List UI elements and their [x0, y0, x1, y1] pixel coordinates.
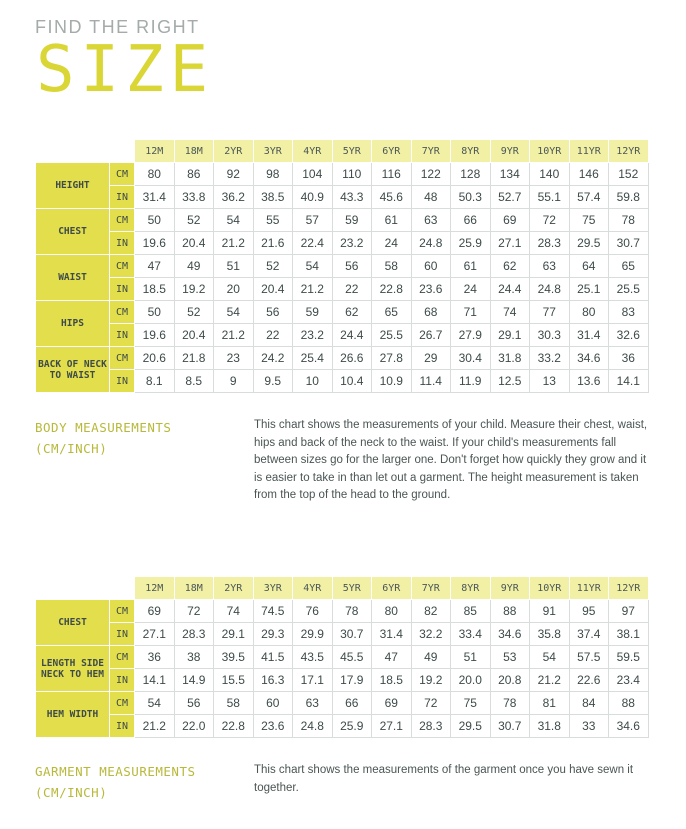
size-header: 10YR [530, 140, 570, 163]
table-row [36, 347, 649, 370]
size-header: 9YR [490, 577, 530, 600]
value-cell: 116 [372, 163, 412, 186]
measurement-label: HEIGHT [36, 163, 110, 209]
value-cell: 30.3 [530, 324, 570, 347]
unit-label-cm: CM [110, 209, 135, 232]
value-cell: 18.5 [372, 669, 412, 692]
value-cell: 28.3 [174, 623, 214, 646]
value-cell: 27.1 [135, 623, 175, 646]
size-header: 7YR [411, 140, 451, 163]
value-cell: 22.6 [569, 669, 609, 692]
value-cell: 21.2 [530, 669, 570, 692]
value-cell: 43.5 [293, 646, 333, 669]
value-cell: 41.5 [253, 646, 293, 669]
measurement-label: BACK OF NECK TO WAIST [36, 347, 110, 393]
value-cell: 63 [411, 209, 451, 232]
unit-label-cm: CM [110, 163, 135, 186]
unit-label-in: IN [110, 324, 135, 347]
value-cell: 49 [411, 646, 451, 669]
value-cell: 63 [530, 255, 570, 278]
value-cell: 11.4 [411, 370, 451, 393]
value-cell: 22 [253, 324, 293, 347]
value-cell: 23.6 [411, 278, 451, 301]
value-cell: 72 [411, 692, 451, 715]
unit-label-in: IN [110, 232, 135, 255]
unit-label-in: IN [110, 186, 135, 209]
value-cell: 54 [214, 209, 254, 232]
value-cell: 19.2 [411, 669, 451, 692]
value-cell: 24 [451, 278, 491, 301]
unit-label-cm: CM [110, 255, 135, 278]
value-cell: 78 [332, 600, 372, 623]
value-cell: 32.6 [609, 324, 649, 347]
value-cell: 21.2 [293, 278, 333, 301]
value-cell: 65 [372, 301, 412, 324]
value-cell: 57 [293, 209, 333, 232]
value-cell: 88 [490, 600, 530, 623]
value-cell: 29.5 [569, 232, 609, 255]
unit-label-cm: CM [110, 600, 135, 623]
value-cell: 20.0 [451, 669, 491, 692]
value-cell: 76 [293, 600, 333, 623]
value-cell: 25.4 [293, 347, 333, 370]
value-cell: 25.9 [332, 715, 372, 738]
table-row [36, 692, 649, 715]
value-cell: 91 [530, 600, 570, 623]
value-cell: 24.8 [530, 278, 570, 301]
value-cell: 74 [214, 600, 254, 623]
table-row [36, 186, 649, 209]
value-cell: 50.3 [451, 186, 491, 209]
value-cell: 28.3 [411, 715, 451, 738]
value-cell: 18.5 [135, 278, 175, 301]
unit-label-in: IN [110, 623, 135, 646]
value-cell: 22.4 [293, 232, 333, 255]
unit-label-in: IN [110, 669, 135, 692]
table-row [36, 715, 649, 738]
value-cell: 31.4 [372, 623, 412, 646]
value-cell: 48 [411, 186, 451, 209]
value-cell: 31.4 [569, 324, 609, 347]
value-cell: 21.2 [135, 715, 175, 738]
garment-title-line2: (CM/INCH) [35, 785, 108, 800]
unit-label-in: IN [110, 370, 135, 393]
size-header: 9YR [490, 140, 530, 163]
value-cell: 29.9 [293, 623, 333, 646]
value-cell: 31.8 [490, 347, 530, 370]
value-cell: 23 [214, 347, 254, 370]
value-cell: 68 [411, 301, 451, 324]
value-cell: 52.7 [490, 186, 530, 209]
value-cell: 55.1 [530, 186, 570, 209]
value-cell: 20 [214, 278, 254, 301]
value-cell: 78 [609, 209, 649, 232]
value-cell: 36 [135, 646, 175, 669]
value-cell: 10.4 [332, 370, 372, 393]
value-cell: 24 [372, 232, 412, 255]
value-cell: 47 [372, 646, 412, 669]
value-cell: 9 [214, 370, 254, 393]
value-cell: 66 [451, 209, 491, 232]
body-measurements-title [35, 417, 235, 459]
value-cell: 19.6 [135, 324, 175, 347]
value-cell: 21.2 [214, 232, 254, 255]
size-header: 12YR [609, 140, 649, 163]
value-cell: 20.6 [135, 347, 175, 370]
table-row [36, 301, 649, 324]
value-cell: 50 [135, 209, 175, 232]
value-cell: 22 [332, 278, 372, 301]
size-header: 11YR [569, 577, 609, 600]
value-cell: 16.3 [253, 669, 293, 692]
value-cell: 9.5 [253, 370, 293, 393]
size-header: 4YR [293, 577, 333, 600]
value-cell: 14.1 [135, 669, 175, 692]
table-row [36, 669, 649, 692]
value-cell: 26.7 [411, 324, 451, 347]
unit-label-cm: CM [110, 301, 135, 324]
measurement-label: CHEST [36, 209, 110, 255]
value-cell: 8.5 [174, 370, 214, 393]
value-cell: 37.4 [569, 623, 609, 646]
value-cell: 30.7 [609, 232, 649, 255]
size-header-row [36, 140, 649, 163]
measurement-label: LENGTH SIDE NECK TO HEM [36, 646, 110, 692]
value-cell: 34.6 [569, 347, 609, 370]
value-cell: 30.4 [451, 347, 491, 370]
value-cell: 29.1 [490, 324, 530, 347]
unit-label-cm: CM [110, 347, 135, 370]
table-row [36, 600, 649, 623]
value-cell: 23.2 [332, 232, 372, 255]
value-cell: 25.5 [372, 324, 412, 347]
value-cell: 74 [490, 301, 530, 324]
measurement-label: CHEST [36, 600, 110, 646]
garment-measurements-description: This chart shows the measurements of the garment once you have sewn it together. [254, 764, 634, 794]
value-cell: 34.6 [490, 623, 530, 646]
size-header: 12YR [609, 577, 649, 600]
value-cell: 59.5 [609, 646, 649, 669]
value-cell: 33.2 [530, 347, 570, 370]
value-cell: 24.8 [293, 715, 333, 738]
value-cell: 84 [569, 692, 609, 715]
value-cell: 65 [609, 255, 649, 278]
value-cell: 22.8 [214, 715, 254, 738]
value-cell: 63 [293, 692, 333, 715]
value-cell: 71 [451, 301, 491, 324]
value-cell: 54 [530, 646, 570, 669]
value-cell: 26.6 [332, 347, 372, 370]
value-cell: 27.1 [372, 715, 412, 738]
value-cell: 29.1 [214, 623, 254, 646]
value-cell: 43.3 [332, 186, 372, 209]
value-cell: 80 [372, 600, 412, 623]
value-cell: 32.2 [411, 623, 451, 646]
value-cell: 86 [174, 163, 214, 186]
garment-title-line1: GARMENT MEASUREMENTS [35, 764, 196, 779]
value-cell: 22.0 [174, 715, 214, 738]
value-cell: 45.6 [372, 186, 412, 209]
body-title-line1: BODY MEASUREMENTS [35, 420, 172, 435]
size-header: 7YR [411, 577, 451, 600]
unit-label-cm: CM [110, 646, 135, 669]
value-cell: 54 [135, 692, 175, 715]
value-cell: 62 [332, 301, 372, 324]
value-cell: 12.5 [490, 370, 530, 393]
value-cell: 140 [530, 163, 570, 186]
value-cell: 27.8 [372, 347, 412, 370]
size-header-row [36, 577, 649, 600]
value-cell: 61 [372, 209, 412, 232]
value-cell: 47 [135, 255, 175, 278]
size-header: 12M [135, 140, 175, 163]
value-cell: 21.2 [214, 324, 254, 347]
value-cell: 8.1 [135, 370, 175, 393]
table-row [36, 232, 649, 255]
value-cell: 15.5 [214, 669, 254, 692]
value-cell: 27.1 [490, 232, 530, 255]
value-cell: 33.8 [174, 186, 214, 209]
value-cell: 45.5 [332, 646, 372, 669]
value-cell: 35.8 [530, 623, 570, 646]
value-cell: 36.2 [214, 186, 254, 209]
table-corner [36, 577, 135, 600]
value-cell: 38 [174, 646, 214, 669]
unit-label-cm: CM [110, 692, 135, 715]
value-cell: 60 [253, 692, 293, 715]
value-cell: 83 [609, 301, 649, 324]
value-cell: 51 [214, 255, 254, 278]
value-cell: 25.1 [569, 278, 609, 301]
value-cell: 54 [214, 301, 254, 324]
value-cell: 59.8 [609, 186, 649, 209]
value-cell: 80 [569, 301, 609, 324]
value-cell: 34.6 [609, 715, 649, 738]
value-cell: 11.9 [451, 370, 491, 393]
value-cell: 75 [569, 209, 609, 232]
value-cell: 38.5 [253, 186, 293, 209]
size-header: 8YR [451, 140, 491, 163]
header-subtitle: FIND THE RIGHT [35, 17, 200, 37]
value-cell: 20.8 [490, 669, 530, 692]
value-cell: 33 [569, 715, 609, 738]
value-cell: 64 [569, 255, 609, 278]
size-header: 5YR [332, 577, 372, 600]
value-cell: 58 [214, 692, 254, 715]
value-cell: 10 [293, 370, 333, 393]
table-row [36, 255, 649, 278]
value-cell: 31.8 [530, 715, 570, 738]
value-cell: 146 [569, 163, 609, 186]
value-cell: 53 [490, 646, 530, 669]
value-cell: 77 [530, 301, 570, 324]
table-row [36, 623, 649, 646]
value-cell: 55 [253, 209, 293, 232]
table-corner [36, 140, 135, 163]
value-cell: 24.4 [332, 324, 372, 347]
value-cell: 27.9 [451, 324, 491, 347]
size-header: 2YR [214, 140, 254, 163]
value-cell: 24.8 [411, 232, 451, 255]
size-header: 18M [174, 577, 214, 600]
value-cell: 30.7 [332, 623, 372, 646]
value-cell: 20.4 [174, 232, 214, 255]
value-cell: 69 [372, 692, 412, 715]
value-cell: 59 [293, 301, 333, 324]
value-cell: 22.8 [372, 278, 412, 301]
value-cell: 30.7 [490, 715, 530, 738]
garment-measurements-title [35, 761, 235, 803]
value-cell: 152 [609, 163, 649, 186]
table-row [36, 646, 649, 669]
value-cell: 23.6 [253, 715, 293, 738]
value-cell: 85 [451, 600, 491, 623]
value-cell: 24.4 [490, 278, 530, 301]
value-cell: 23.2 [293, 324, 333, 347]
value-cell: 38.1 [609, 623, 649, 646]
value-cell: 62 [490, 255, 530, 278]
value-cell: 17.9 [332, 669, 372, 692]
size-header: 6YR [372, 577, 412, 600]
body-title-line2: (CM/INCH) [35, 441, 108, 456]
body-measurements-table [35, 139, 649, 393]
value-cell: 78 [490, 692, 530, 715]
value-cell: 122 [411, 163, 451, 186]
value-cell: 58 [372, 255, 412, 278]
value-cell: 52 [253, 255, 293, 278]
value-cell: 52 [174, 301, 214, 324]
value-cell: 21.8 [174, 347, 214, 370]
value-cell: 52 [174, 209, 214, 232]
value-cell: 97 [609, 600, 649, 623]
value-cell: 29 [411, 347, 451, 370]
value-cell: 14.1 [609, 370, 649, 393]
value-cell: 19.6 [135, 232, 175, 255]
value-cell: 80 [135, 163, 175, 186]
value-cell: 51 [451, 646, 491, 669]
size-header: 11YR [569, 140, 609, 163]
value-cell: 72 [174, 600, 214, 623]
value-cell: 49 [174, 255, 214, 278]
value-cell: 57.5 [569, 646, 609, 669]
value-cell: 39.5 [214, 646, 254, 669]
size-header: 10YR [530, 577, 570, 600]
value-cell: 25.5 [609, 278, 649, 301]
value-cell: 31.4 [135, 186, 175, 209]
value-cell: 40.9 [293, 186, 333, 209]
value-cell: 33.4 [451, 623, 491, 646]
value-cell: 29.5 [451, 715, 491, 738]
value-cell: 56 [174, 692, 214, 715]
value-cell: 13 [530, 370, 570, 393]
value-cell: 69 [135, 600, 175, 623]
value-cell: 17.1 [293, 669, 333, 692]
measurement-label: WAIST [36, 255, 110, 301]
table-row [36, 370, 649, 393]
value-cell: 92 [214, 163, 254, 186]
size-header: 12M [135, 577, 175, 600]
value-cell: 104 [293, 163, 333, 186]
measurement-label: HEM WIDTH [36, 692, 110, 738]
value-cell: 95 [569, 600, 609, 623]
value-cell: 14.9 [174, 669, 214, 692]
header-title: SIZE [36, 33, 215, 107]
size-header: 6YR [372, 140, 412, 163]
unit-label-in: IN [110, 715, 135, 738]
value-cell: 19.2 [174, 278, 214, 301]
value-cell: 134 [490, 163, 530, 186]
table-row [36, 278, 649, 301]
size-header: 8YR [451, 577, 491, 600]
table-row [36, 209, 649, 232]
value-cell: 75 [451, 692, 491, 715]
value-cell: 56 [253, 301, 293, 324]
value-cell: 60 [411, 255, 451, 278]
value-cell: 54 [293, 255, 333, 278]
value-cell: 36 [609, 347, 649, 370]
value-cell: 61 [451, 255, 491, 278]
table-row [36, 324, 649, 347]
value-cell: 10.9 [372, 370, 412, 393]
table-row [36, 163, 649, 186]
value-cell: 29.3 [253, 623, 293, 646]
value-cell: 50 [135, 301, 175, 324]
value-cell: 25.9 [451, 232, 491, 255]
value-cell: 66 [332, 692, 372, 715]
measurement-label: HIPS [36, 301, 110, 347]
size-header: 4YR [293, 140, 333, 163]
value-cell: 59 [332, 209, 372, 232]
size-header: 18M [174, 140, 214, 163]
value-cell: 74.5 [253, 600, 293, 623]
value-cell: 23.4 [609, 669, 649, 692]
value-cell: 24.2 [253, 347, 293, 370]
garment-measurements-table [35, 576, 649, 738]
value-cell: 128 [451, 163, 491, 186]
value-cell: 72 [530, 209, 570, 232]
value-cell: 21.6 [253, 232, 293, 255]
value-cell: 28.3 [530, 232, 570, 255]
value-cell: 20.4 [174, 324, 214, 347]
unit-label-in: IN [110, 278, 135, 301]
value-cell: 98 [253, 163, 293, 186]
value-cell: 13.6 [569, 370, 609, 393]
value-cell: 69 [490, 209, 530, 232]
value-cell: 88 [609, 692, 649, 715]
value-cell: 82 [411, 600, 451, 623]
size-header: 2YR [214, 577, 254, 600]
value-cell: 57.4 [569, 186, 609, 209]
value-cell: 110 [332, 163, 372, 186]
body-measurements-description: This chart shows the measurements of your child. Measure their chest, waist, hips and back of the neck to the waist. If your child's measurements fall between sizes go for the larger one. Don't forget how quickly they grow and it is easier to take in than let out a garment. The height measurement is taken from the top of the head to the ground. [254, 419, 648, 501]
value-cell: 20.4 [253, 278, 293, 301]
size-header: 3YR [253, 577, 293, 600]
value-cell: 81 [530, 692, 570, 715]
value-cell: 56 [332, 255, 372, 278]
size-header: 3YR [253, 140, 293, 163]
size-header: 5YR [332, 140, 372, 163]
